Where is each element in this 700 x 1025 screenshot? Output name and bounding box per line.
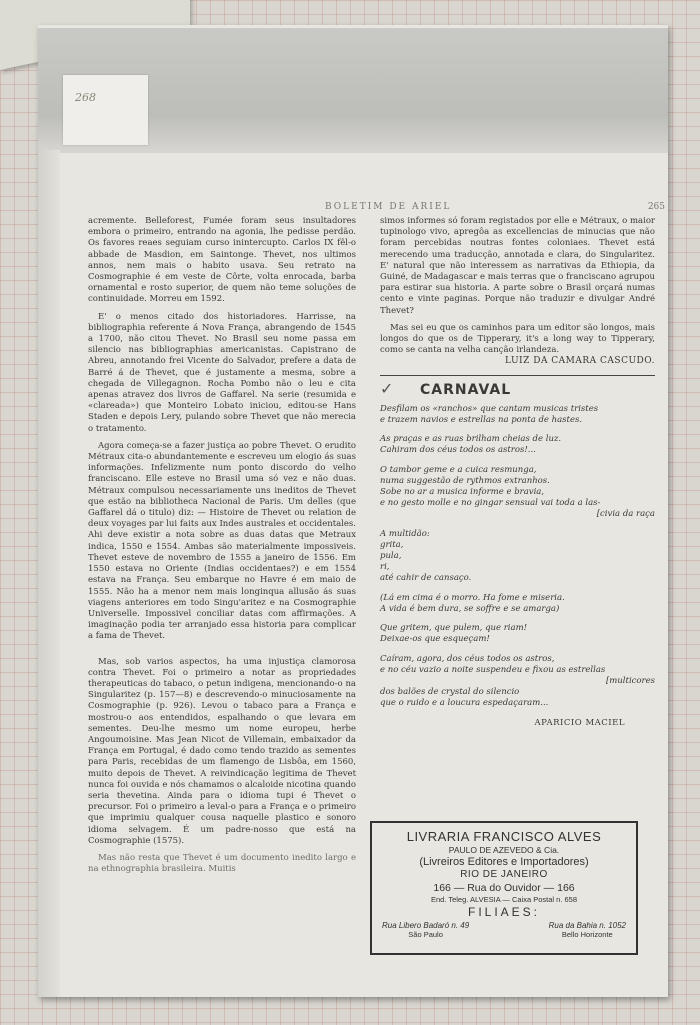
ad-store-name: LIVRARIA FRANCISCO ALVES [406,829,602,844]
poem-line: numa suggestão de rythmos extranhos. [380,475,550,486]
archive-number: 268 [75,91,96,104]
ad-address: 166 — Rua do Ouvidor — 166 [433,882,575,894]
poem-line: até cahir de cansaço. [380,573,472,584]
poem-stanza [380,623,655,645]
ad-branch-city: São Paulo [408,930,443,939]
ad-owner: PAULO DE AZEVEDO & Cia. [448,845,560,855]
poem-line: pula, [380,551,402,562]
poem-stanza [380,593,655,615]
poem-line: e no gesto molle e no gingar sensual vai toda a las- [380,498,601,509]
poem-line: Cahiram dos céus todos os astros!... [380,445,536,456]
paragraph: simos informes só foram registados por elle e Métraux, o maior tupinologo vivo, apregôa as excellencias de minucias que não foram percebidas noutras fontes coloniaes. Thevet está merecendo uma traducção, annotada e clara, do Singularitez. E' natural que não interessem as narrativas da Ethiopia, da Guiné, de Madagascar e mais terras que o franciscano agrupou para estirar sua historia. A parte sobre o Brasil orçará numas cento e vinte paginas. Porque não traduzir e divulgar André Thevet? [380,216,655,316]
poem-title: CARNAVAL [420,381,512,398]
poem-stanza [380,465,655,521]
author-signature: LUIZ DA CAMARA CASCUDO. [504,356,655,367]
ad-branches [372,919,636,939]
poem-line: Deixae-os que esqueçam! [380,634,490,645]
divider [380,375,655,376]
poem-signature: APARICIO MACIEL [534,717,625,728]
poem-line: A vida é bem dura, se soffre e se amarga) [380,603,560,614]
poem-line: Desfilam os «ranchos» que cantam musicas tristes [380,403,599,414]
journal-title: BOLETIM DE ARIEL [325,202,452,212]
ad-telegraph: End. Teleg. ALVESIA — Caixa Postal n. 658 [430,895,578,904]
paragraph: Mas sei eu que os caminhos para um editor são longos, mais longos do que os de Tipperary, it's a long way to Tipperary, como se canta na velha canção irlandeza. [380,322,655,356]
paragraph: Mas, sob varios aspectos, ha uma injustiça clamorosa contra Thevet. Foi o primeiro a notar as propriedades therapeuticas do tabaco, o petun indigena, mencionando-o na Singularitez (p. 157—8) e descrevendo-o minuciosamente na Cosmographie (p. 926). Levou o tabaco para a França e mostrou-o aos entendidos, espalhando o que levara em sementes. Deu-lhe mesmo um nome europeu, herbe Angoumoisine. Mas Jean Nicot de Villemain, embaixador da França em Portugal, é dado como tendo trazido as sementes para Paris, recebidas de um flamengo de Lisbôa, em 1560, muito depois de Thevet. A reivindicação legitima de Thevet nunca foi ouvida e nós chamamos o alcaloide nicotina quando seria thevetina. Ainda para o idioma tupi é Thevet o precursor. Foi o primeiro a leval-o para a França e o primeiro que imprimiu qualquer cousa naquelle plastico e sonoro idioma selvagem. É um padre-nosso que está na Cosmographie (1575). [88,656,356,846]
poem-line: [civia da raça [596,509,655,520]
poem-line: dos balões de crystal do silencio [380,687,520,698]
paragraph: Agora começa-se a fazer justiça ao pobre Thevet. O erudito Métraux cita-o abundantemente e escreveu um elogio ás suas informações. Infelizmente num ponto discordo do velho franciscano. Elle esteve no Brasil uma só vez e não duas. Métraux compulsou necessariamente uns ineditos de Thevet que estão na bibliotheca Nacional de Paris. Um delles (que Gaffarel dá o titulo) diz: — Histoire de Thevet ou relation de deux voyages par lui faits aux Indes australes et occidentales. Ahi deve existir a nota sobre as duas datas que Metraux indica, 1550 e 1554. Ambas são materialmente impossiveis. Thevet esteve de novembro de 1555 a janeiro de 1556. Em 1550 estava no Oriente (Indias occidentaes?) e em 1554 estava na França. Seu embarque no Havre é em maio de 1555. Não ha a menor nem mais longinqua allusão ás suas viagens anteriores em todo Singu'aritez e na Cosmographie Universelle. Impossivel conciliar datas com affirmações. A imaginação podia ter arranjado essa historia para complicar a fama de Thevet. [88,440,356,642]
poem-line: O tambor geme e a cuica resmunga, [380,464,537,475]
poem-line: Que gritem, que pulem, que riam! [380,623,528,634]
poem-line: Caíram, agora, dos céus todos os astros, [380,653,555,664]
ad-branch [549,921,626,939]
right-column [380,216,655,729]
ad-branch [382,921,469,939]
poem-line: que o ruido e a loucura espedaçaram... [380,698,549,709]
page-number: 265 [647,202,665,212]
poem-stanza [380,654,655,710]
poem [380,404,655,710]
poem-line: As praças e as ruas brilham cheias de luz. [380,434,562,445]
poem-line: [multicores [605,675,655,686]
ad-branch-city: Bello Horizonte [561,930,613,939]
poem-line: A multidão: [380,528,430,539]
check-mark-icon: ✓ [380,378,395,398]
bookstore-advertisement [370,821,638,955]
paragraph: Mas não resta que Thevet é um documento inedito largo e na ethnographia brasileira. Muitis [88,852,356,875]
left-margin-band [38,150,60,997]
ad-branches-title: FILIAES: [467,905,541,919]
poem-title-block [380,378,655,398]
poem-line: Sobe no ar a musica informe e bravia, [380,487,545,498]
poem-line: e trazem navios e estrellas na ponta de hastes. [380,415,583,426]
poem-stanza [380,529,655,585]
ad-branch-street: Rua da Bahia n. 1052 [548,921,626,930]
left-column [88,216,356,875]
poem-line: grita, [380,539,404,550]
ad-city: RIO DE JANEIRO [460,869,548,880]
ad-subtitle: (Livreiros Editores e Importadores) [419,856,589,868]
poem-stanza [380,404,655,426]
archive-label [63,75,148,145]
poem-stanza [380,434,655,456]
poem-line: (Lá em cima é o morro. Ha fome e miseria. [380,592,565,603]
poem-line: e no céu vazio a noite suspendeu e fixou as estrellas [380,664,606,675]
poem-line: ri, [380,562,390,573]
ad-branch-street: Rua Libero Badaró n. 49 [382,921,470,930]
paragraph: acremente. Belleforest, Fumée foram seus insultadores embora o primeiro, entrando na agonia, lhe pedisse perdão. Os favores reaes seguiam curso inintercupto. Carlos IX fêl-o abbade de Masdion, em Saintonge. Thevet, nos ultimos annos, nem mais o habito usava. Seu retrato na Cosmographie é em veste de Côrte, volta enrocada, barba ornamental e rosto superior, de quem não teme soluções de continuidade. Morreu em 1592. [88,216,356,305]
paragraph: E' o menos citado dos historiadores. Harrisse, na bibliographia referente á Nova França, abrangendo de 1545 a 1700, não citou Thevet. No Brasil seu nome passa em silencio nas bibliographias americanistas. Capistrano de Abreu, annotando frei Vicente do Salvador, prefere a data de Barré á de Thevet, que é justamente a mesma, sobre a chegada de Villegagnon. Rocha Pombo não o leu e cita apenas atravez dos livros de Gaffarel. Na serie (resumida e «clareada») que Monteiro Lobato iniciou, editou-se Hans Staden e depois Lery, pulando sobre Thevet que não merecia o tratamento. [88,311,356,434]
